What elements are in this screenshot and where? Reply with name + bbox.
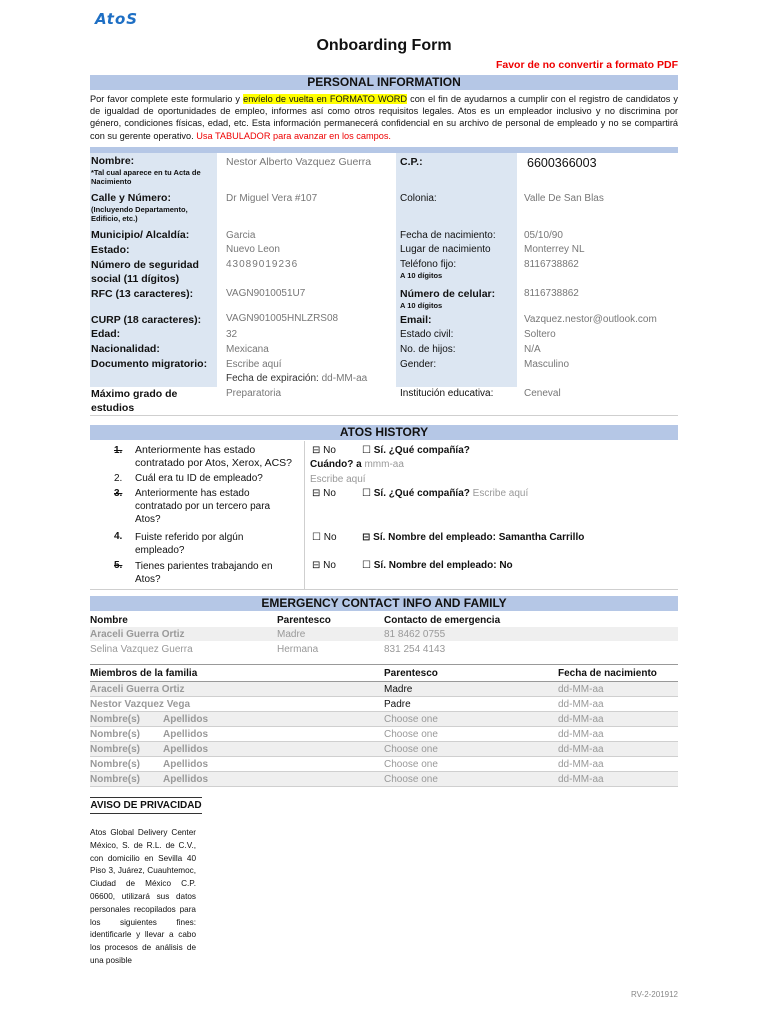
emergency-col-parentesco: Parentesco [277,615,331,626]
celular-sublabel: A 10 dígitos [400,301,443,310]
q4-number: 4. [114,531,123,542]
cp-field[interactable]: 6600366003 [527,156,597,170]
q1-when-cell [310,458,404,471]
estado-civil-field[interactable]: Soltero [524,329,556,340]
telefono-field[interactable]: 8116738862 [524,259,579,270]
q4-no-label: No [323,532,337,543]
family-row-2-nombre[interactable]: Nestor Vazquez Vega [90,699,191,710]
family-row-3-parentesco[interactable]: Choose one [384,714,438,725]
family-col-fecha: Fecha de nacimiento [558,668,657,679]
emergency-heading: EMERGENCY CONTACT INFO AND FAMILY [90,596,678,611]
nss-label: Número de seguridad social (11 dígitos) [91,259,199,285]
family-row-6-fecha[interactable]: dd-MM-aa [558,759,604,770]
migratorio-field[interactable]: Escribe aquí [226,359,282,370]
q5-no-checkbox[interactable]: ⊟ [312,560,321,571]
q3-number: 3. [114,488,123,499]
q3-si-label: Sí. ¿Qué compañía? [373,488,470,499]
family-top-line [90,664,678,665]
no-pdf-warning: Favor de no convertir a formato PDF [495,59,678,71]
family-row-4-fecha[interactable]: dd-MM-aa [558,729,604,740]
family-row-1-fecha[interactable]: dd-MM-aa [558,684,604,695]
emergency-row-2-nombre[interactable]: Selina Vazquez Guerra [90,644,193,655]
q1-no-option[interactable] [312,444,336,457]
q5-number: 5. [114,560,123,571]
municipio-label: Municipio/ Alcaldía: [91,229,190,241]
telefono-label: Teléfono fijo: [400,259,457,270]
estado-field[interactable]: Nuevo Leon [226,244,280,255]
emergency-row-1-nombre[interactable]: Araceli Guerra Ortiz [90,629,185,640]
curp-field[interactable]: VAGN901005HNLZRS08 [226,313,339,324]
family-col-parentesco: Parentesco [384,668,438,679]
q1-si-checkbox[interactable]: ☐ [362,445,371,456]
personal-bottom-line [90,415,678,416]
privacy-text: Atos Global Delivery Center México, S. de R.L. de C.V., con domicilio en Sevilla 40 Piso 3, Juárez, Cuauhtemoc, Ciudad de México C.P. 06600, utilizará sus datos personales recopilados para los siguientes fines: identificarle y llevar a cabo los procesos de análisis de una posible [90,828,196,965]
emergency-row-1-parentesco[interactable]: Madre [277,629,306,640]
nacionalidad-field[interactable]: Mexicana [226,344,269,355]
atos-logo: AtoS [95,10,139,28]
expiracion-field[interactable]: dd-MM-aa [321,373,368,384]
grado-label: Máximo grado de estudios [91,388,178,414]
family-row-5-fecha[interactable]: dd-MM-aa [558,744,604,755]
family-row-5-line [90,756,678,757]
atos-history-heading: ATOS HISTORY [90,425,678,440]
intro-text-1: Por favor complete este formulario y [90,94,244,104]
calle-field[interactable]: Dr Miguel Vera #107 [226,193,318,204]
cp-label: C.P.: [400,156,423,168]
emergency-row-2-parentesco[interactable]: Hermana [277,644,319,655]
intro-paragraph [90,93,678,142]
nombre-sublabel: *Tal cual aparece en tu Acta de Nacimiento [91,168,201,186]
family-row-4-nombre[interactable]: Nombre(s) [90,729,141,740]
nombre-label: Nombre: [91,155,135,167]
q1-no-checkbox[interactable]: ⊟ [312,445,321,456]
family-row-1-parentesco[interactable]: Madre [384,684,413,695]
family-row-5-nombre[interactable]: Nombre(s) [90,744,141,755]
q1-a-label: a [356,459,362,470]
family-row-5-parentesco[interactable]: Choose one [384,744,438,755]
q3-no-label: No [323,488,336,499]
gender-field[interactable]: Masculino [524,359,570,370]
privacy-title: AVISO DE PRIVACIDAD [90,797,202,814]
q5-si-option[interactable] [362,559,513,572]
telefono-sublabel: A 10 dígitos [400,271,443,280]
q3-no-option[interactable] [312,487,336,500]
email-field[interactable]: Vazquez.nestor@outlook.com [524,314,657,325]
q2-text: Cuál era tu ID de empleado? [135,473,263,484]
lugar-nacimiento-label: Lugar de nacimiento [400,244,491,255]
personal-info-heading: PERSONAL INFORMATION [90,75,678,90]
family-row-5-apellidos[interactable]: Apellidos [163,744,209,755]
edad-field[interactable]: 32 [226,329,238,340]
q1-date-field[interactable]: mmm-aa [364,459,404,470]
q4-si-label: Sí. Nombre del empleado: Samantha Carrillo [373,532,585,543]
family-row-7-apellidos[interactable]: Apellidos [163,774,209,785]
estado-civil-label: Estado civil: [400,329,454,340]
q1-when-label: Cuándo? [310,459,354,470]
q4-text: Fuiste referido por algún empleado? [135,532,244,556]
emergency-row-1-contacto[interactable]: 81 8462 0755 [384,629,446,640]
q5-si-label: Sí. Nombre del empleado: No [373,560,513,571]
family-row-7-line [90,786,678,787]
history-bottom-line [90,589,678,590]
fecha-nacimiento-label: Fecha de nacimiento: [400,230,496,241]
q1-no-label: No [323,445,336,456]
calle-label: Calle y Número: [91,192,171,204]
q4-si-checkbox[interactable]: ⊟ [362,532,371,543]
institucion-label: Institución educativa: [400,388,494,399]
municipio-field[interactable]: Garcia [226,230,256,241]
intro-highlight: envíelo de vuelta en FORMATO WORD [243,94,408,104]
q3-text: Anteriormente has estado contratado por un tercero para Atos? [135,488,271,525]
rfc-field[interactable]: VAGN9010051U7 [226,288,306,299]
telefono-label-cell [400,259,456,280]
q1-number: 1. [114,445,123,456]
emergency-col-contacto: Contacto de emergencia [384,615,501,626]
revision-code: RV-2-201912 [631,990,678,999]
family-row-2-fecha[interactable]: dd-MM-aa [558,699,604,710]
lugar-nacimiento-field[interactable]: Monterrey NL [524,244,585,255]
q1-si-label: Sí. ¿Qué compañía? [373,445,470,456]
family-row-3-apellidos[interactable]: Apellidos [163,714,209,725]
rfc-label: RFC (13 caracteres): [91,288,194,300]
curp-label: CURP (18 caracteres): [91,314,202,326]
nss-field[interactable]: 43089019236 [226,259,299,270]
q1-text: Anteriormente has estado contratado por Atos, Xerox, ACS? [135,444,293,469]
family-row-6-nombre[interactable]: Nombre(s) [90,759,141,770]
history-divider [304,441,305,589]
fecha-nacimiento-field[interactable]: 05/10/90 [524,230,563,241]
calle-sublabel: (Incluyendo Departamento, Edificio, etc.) [91,205,188,223]
grado-field[interactable]: Preparatoria [226,388,282,399]
expiracion-cell [226,373,367,385]
q5-no-option[interactable] [312,559,336,572]
celular-label: Número de celular: [400,288,496,300]
hijos-field[interactable]: N/A [524,344,541,355]
intro-text-2: con el fin de ayudarnos a cumplir con el registro de candidatos y de igualdad de oportunidades de empleo, informes así como otros requisitos legales. Atos es un empleador inclusivo y no discrimina por género, condiciones físicas, edad, etc. Esta información permanecerá confidencial en su archivo de personal de empleado y no se compartirá con su gerente operativo. [90,94,678,141]
q3-si-checkbox[interactable]: ☐ [362,488,371,499]
emergency-row-2-contacto[interactable]: 831 254 4143 [384,644,446,655]
family-row-2-parentesco[interactable]: Padre [384,699,411,710]
colonia-field[interactable]: Valle De San Blas [524,193,604,204]
emergency-col-nombre: Nombre [90,615,128,626]
calle-label-cell [91,192,215,223]
gender-label: Gender: [400,359,437,370]
q1-si-option[interactable] [362,444,470,457]
q3-field[interactable]: Escribe aquí [472,488,529,499]
q2-field[interactable]: Escribe aquí [310,474,366,485]
family-row-7-fecha[interactable]: dd-MM-aa [558,774,604,785]
email-label: Email: [400,314,432,326]
celular-field[interactable]: 8116738862 [524,288,579,299]
nacionalidad-label: Nacionalidad: [91,343,160,355]
q4-no-checkbox[interactable]: ☐ [312,532,321,543]
family-row-7-parentesco[interactable]: Choose one [384,774,438,785]
family-row-3-fecha[interactable]: dd-MM-aa [558,714,604,725]
family-row-1-line [90,696,678,697]
expiracion-label: Fecha de expiración: [226,373,322,384]
family-row-4-apellidos[interactable]: Apellidos [163,729,209,740]
q4-no-option[interactable] [312,531,337,544]
hijos-label: No. de hijos: [400,344,456,355]
q5-text: Tienes parientes trabajando en Atos? [135,561,273,585]
intro-tab-hint: Usa TABULADOR para avanzar en los campos. [196,130,391,141]
colonia-label: Colonia: [400,193,437,204]
institucion-field[interactable]: Ceneval [524,388,561,399]
estado-label: Estado: [91,244,130,256]
family-row-3-line [90,726,678,727]
celular-label-cell [400,288,495,310]
nombre-field[interactable]: Nestor Alberto Vazquez Guerra [226,156,372,168]
family-row-3-nombre[interactable]: Nombre(s) [90,714,141,725]
q3-si-option[interactable] [362,487,528,500]
q5-si-checkbox[interactable]: ☐ [362,560,371,571]
family-row-4-parentesco[interactable]: Choose one [384,729,438,740]
q5-no-label: No [323,560,336,571]
q3-no-checkbox[interactable]: ⊟ [312,488,321,499]
page-title: Onboarding Form [316,37,452,54]
family-row-1-nombre[interactable]: Araceli Guerra Ortiz [90,684,185,695]
q4-si-option[interactable] [362,531,584,544]
family-col-miembros: Miembros de la familia [90,668,198,679]
q2-number: 2. [114,473,123,484]
family-row-7-nombre[interactable]: Nombre(s) [90,774,141,785]
family-row-6-parentesco[interactable]: Choose one [384,759,438,770]
migratorio-label: Documento migratorio: [91,358,208,370]
family-row-6-apellidos[interactable]: Apellidos [163,759,209,770]
edad-label: Edad: [91,328,121,340]
nombre-label-cell [91,155,215,186]
